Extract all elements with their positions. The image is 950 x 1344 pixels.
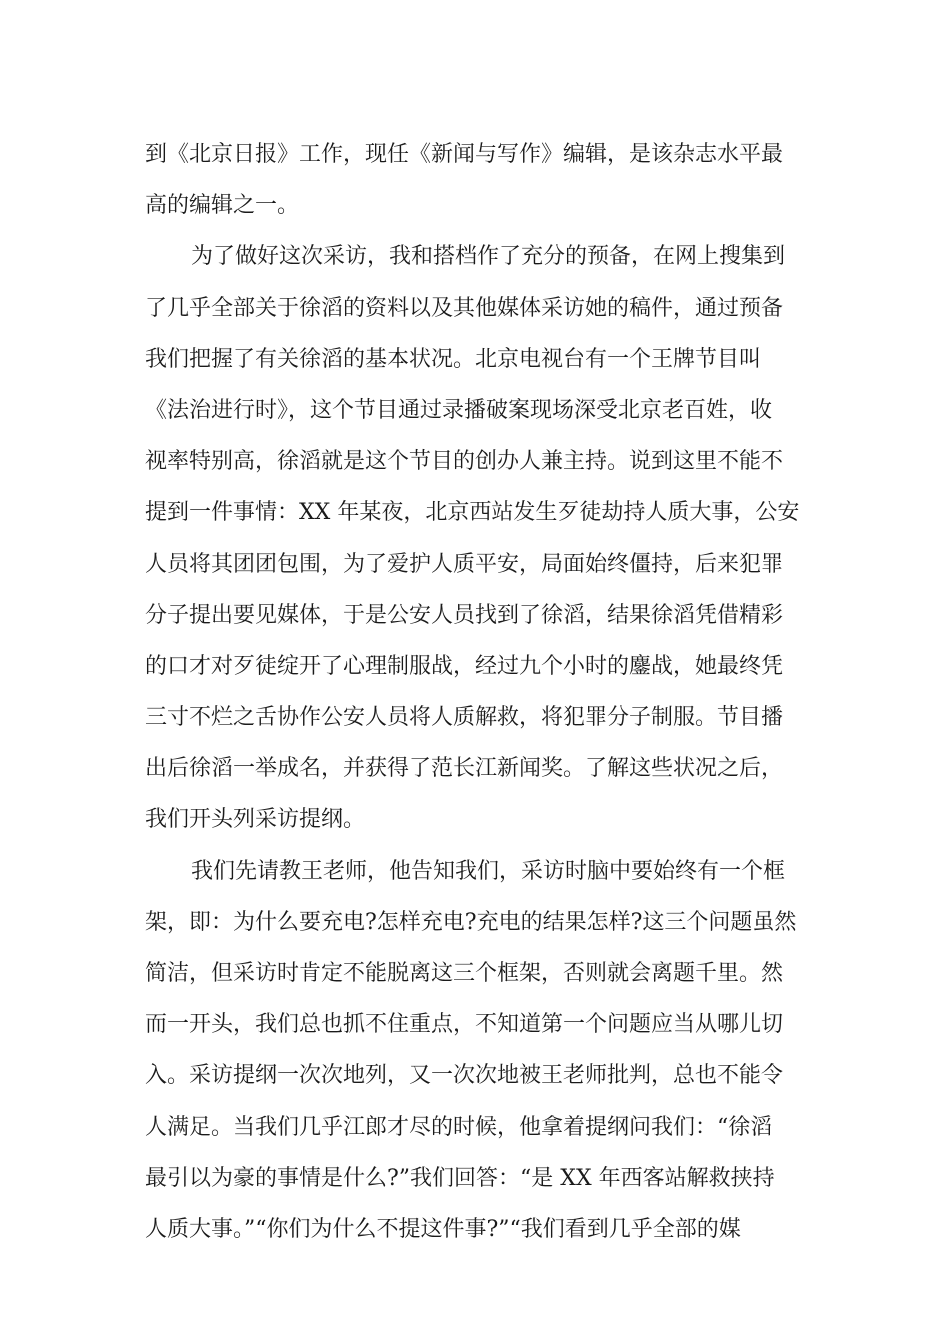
text-line: 了几乎全部关于徐滔的资料以及其他媒体采访她的稿件，通过预备	[145, 295, 784, 321]
text-line: 架，即：为什么要充电?怎样充电?充电的结果怎样?这三个问题虽然	[145, 909, 797, 935]
text-line: 提到一件事情：XX 年某夜，北京西站发生歹徒劫持人质大事，公安	[145, 500, 800, 526]
body-text	[145, 129, 805, 1255]
text-line: 高的编辑之一。	[145, 193, 300, 219]
text-line: 最引以为豪的事情是什么?”我们回答：“是 XX 年西客站解救挟持	[145, 1165, 775, 1191]
text-line: 而一开头，我们总也抓不住重点，不知道第一个问题应当从哪儿切	[145, 1012, 784, 1038]
text-line: 人满足。当我们几乎江郎才尽的时候，他拿着提纲问我们：“徐滔	[145, 1114, 773, 1140]
text-line: 入。采访提纲一次次地列，又一次次地被王老师批判，总也不能令	[145, 1063, 784, 1089]
text-line: 视率特别高，徐滔就是这个节目的创办人兼主持。说到这里不能不	[145, 449, 784, 475]
text-line: 的口才对歹徒绽开了心理制服战，经过九个小时的鏖战，她最终凭	[145, 653, 784, 679]
text-line: 分子提出要见媒体，于是公安人员找到了徐滔，结果徐滔凭借精彩	[145, 602, 784, 628]
text-line: 人员将其团团包围，为了爱护人质平安，局面始终僵持，后来犯罪	[145, 551, 784, 577]
text-line: 简洁，但采访时肯定不能脱离这三个框架，否则就会离题千里。然	[145, 961, 784, 986]
text-line: 到《北京日报》工作，现任《新闻与写作》编辑，是该杂志水平最	[145, 142, 784, 167]
text-line: 我们把握了有关徐滔的基本状况。北京电视台有一个王牌节目叫	[145, 346, 762, 372]
paragraph-first-line: 我们先请教王老师，他告知我们，采访时脑中要始终有一个框	[191, 858, 786, 884]
text-line: 人质大事。”“你们为什么不提这件事?”“我们看到几乎全部的媒	[145, 1216, 741, 1242]
text-line: 三寸不烂之舌协作公安人员将人质解救，将犯罪分子制服。节目播	[145, 705, 784, 731]
text-line: 我们开头列采访提纲。	[145, 807, 366, 833]
paragraph-first-line: 为了做好这次采访，我和搭档作了充分的预备，在网上搜集到	[191, 244, 786, 270]
text-line: 《法治进行时》，这个节目通过录播破案现场深受北京老百姓，收	[145, 397, 773, 423]
text-line: 出后徐滔一举成名，并获得了范长江新闻奖。了解这些状况之后，	[145, 756, 784, 782]
